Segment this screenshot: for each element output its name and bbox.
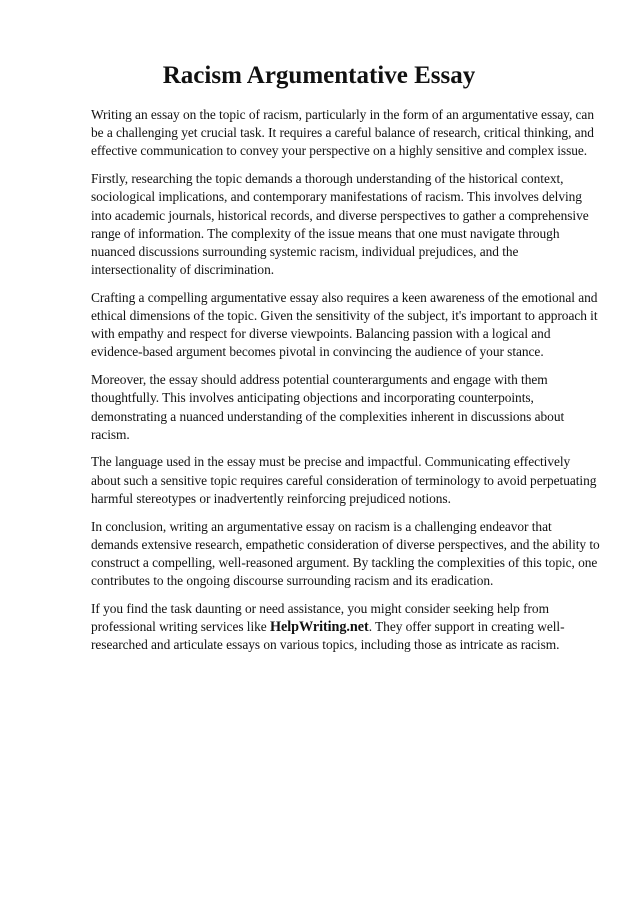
document-body — [91, 106, 601, 664]
paragraph-language: The language used in the essay must be precise and impactful. Communicating effectively about such a sensitive topic requires careful consideration of terminology to avoid perpetuating harmful stereotypes or inadvertently reinforcing prejudiced notions. — [91, 454, 597, 506]
paragraph-closing — [91, 600, 601, 655]
paragraph-research: Firstly, researching the topic demands a thorough understanding of the historical context, sociological implications, and contemporary manifestations of racism. This involves delving into academic journals, historical records, and diverse perspectives to gather a comprehensive range of information. The complexity of the issue means that one must navigate through nuanced discussions surrounding systemic racism, individual prejudices, and the intersectionality of discrimination. — [91, 171, 589, 278]
document-title: Racism Argumentative Essay — [162, 62, 476, 89]
helpwriting-link[interactable]: HelpWriting.net — [269, 619, 369, 636]
closing-text-after-link: . They offer support in creating well-researched and articulate essays on various topics, including those as intricate as racism. — [91, 619, 565, 653]
paragraph-intro: Writing an essay on the topic of racism, particularly in the form of an argumentative essay, can be a challenging yet crucial task. It requires a careful balance of research, critical thinking, and effective communication to convey your perspective on a highly sensitive and complex issue. — [91, 107, 594, 159]
paragraph-counterarguments: Moreover, the essay should address potential counterarguments and engage with them thoughtfully. This involves anticipating objections and incorporating counterpoints, demonstrating a nuanced understanding of the complexities inherent in discussions about racism. — [91, 372, 565, 442]
paragraph-crafting: Crafting a compelling argumentative essay also requires a keen awareness of the emotional and ethical dimensions of the topic. Given the sensitivity of the subject, it's important to approach it with empathy and respect for diverse viewpoints. Balancing passion with a logical and evidence-based argument becomes pivotal in convincing the audience of your stance. — [91, 289, 598, 360]
closing-text-before-link: If you find the task daunting or need assistance, you might consider seeking help from professional writing services like — [91, 600, 549, 635]
paragraph-conclusion: In conclusion, writing an argumentative essay on racism is a challenging endeavor that demands extensive research, empathetic consideration of diverse perspectives, and the ability to construct a compelling, well-reasoned argument. By tackling the complexities of this topic, one contributes to the ongoing discourse surrounding racism and its eradication. — [91, 518, 600, 589]
